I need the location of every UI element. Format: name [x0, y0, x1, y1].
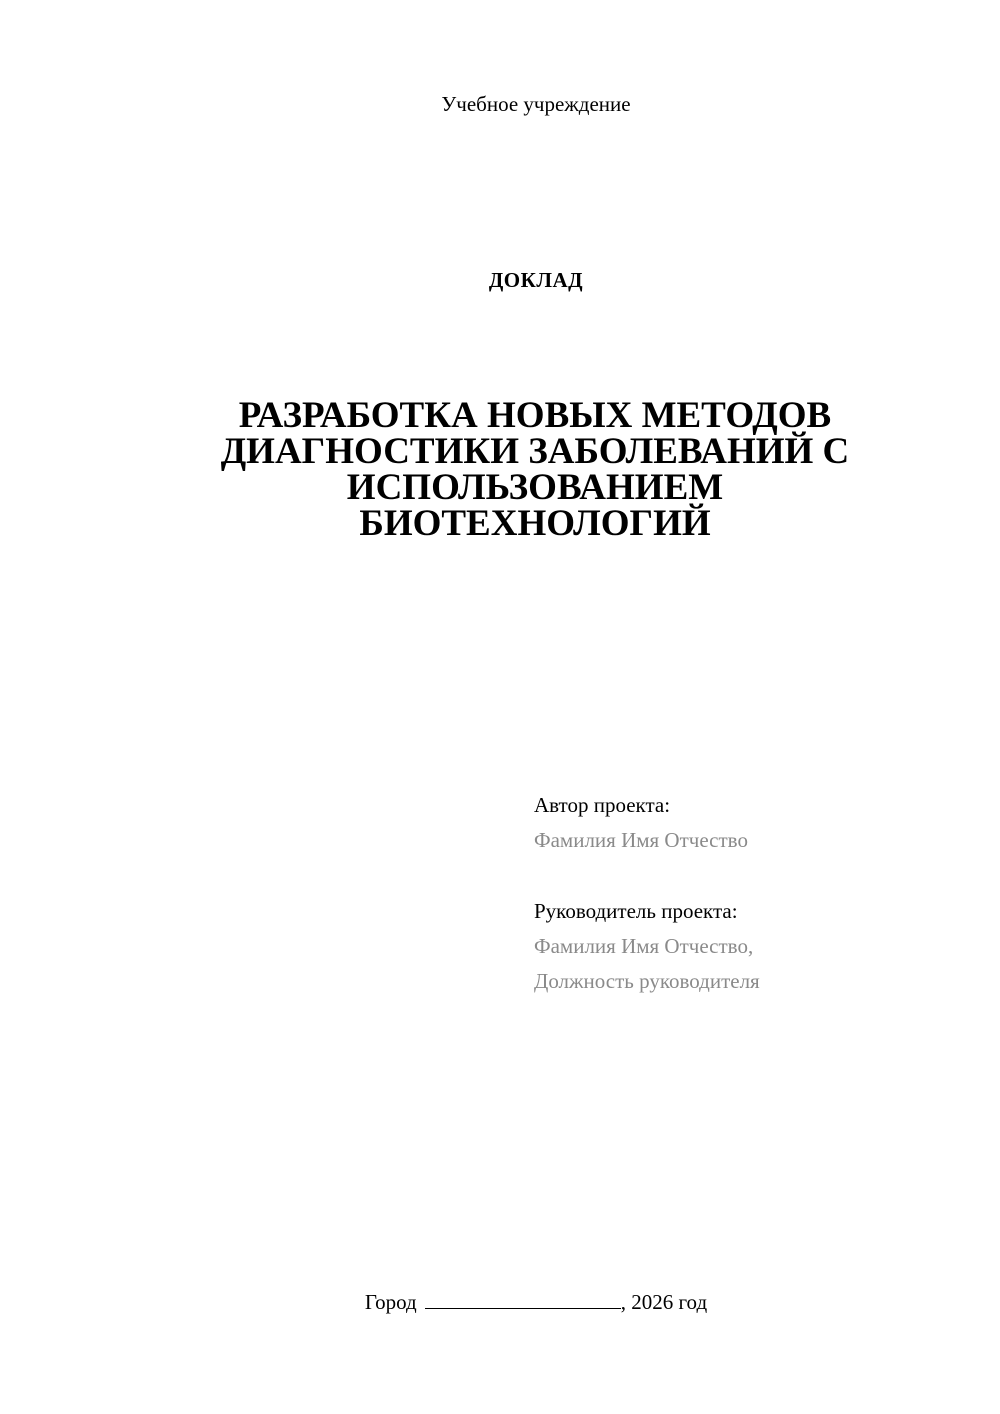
credits-block	[534, 788, 974, 999]
city-blank-line	[425, 1290, 621, 1309]
city-label: Город	[364, 1290, 417, 1314]
footer-city-year	[0, 1290, 1000, 1315]
institution-name: Учебное учреждение	[441, 92, 631, 116]
year-text: , 2026 год	[620, 1290, 708, 1314]
spacer	[534, 858, 974, 894]
supervisor-position: Должность руководителя	[534, 969, 760, 993]
title-line: БИОТЕХНОЛОГИЙ	[359, 503, 711, 544]
author-label: Автор проекта:	[534, 793, 671, 817]
supervisor-label: Руководитель проекта:	[534, 899, 738, 923]
title-line: РАЗРАБОТКА НОВЫХ МЕТОДОВ	[238, 395, 832, 436]
document-type: ДОКЛАД	[488, 268, 584, 292]
supervisor-name: Фамилия Имя Отчество,	[534, 934, 754, 958]
author-name: Фамилия Имя Отчество	[534, 828, 748, 852]
title-line: ДИАГНОСТИКИ ЗАБОЛЕВАНИЙ С	[220, 431, 850, 472]
document-title	[150, 395, 920, 544]
title-line: ИСПОЛЬЗОВАНИЕМ	[346, 467, 724, 508]
